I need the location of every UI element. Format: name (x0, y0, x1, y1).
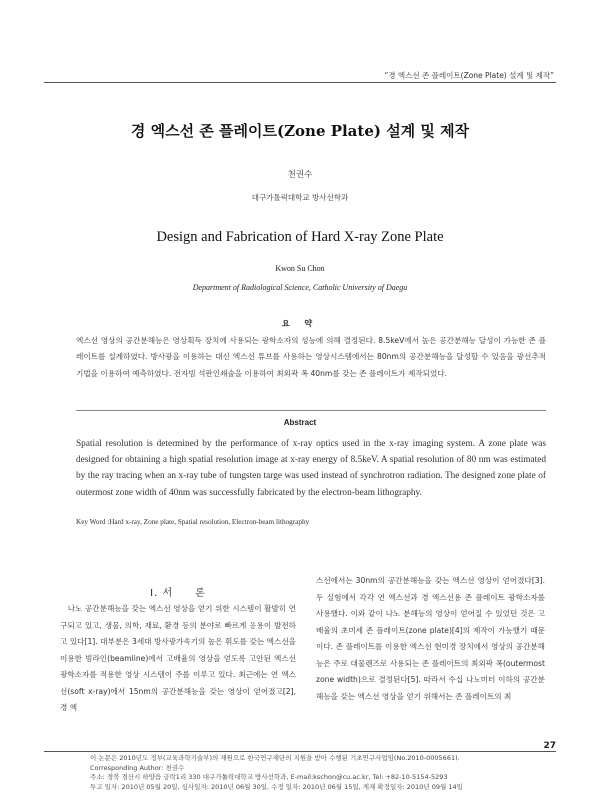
footnotes (90, 754, 560, 792)
header-rule (44, 82, 556, 83)
body-right-column (316, 573, 545, 705)
english-title: Design and Fabrication of Hard X-ray Zone Plate (156, 229, 444, 245)
english-affiliation: Department of Radiological Science, Catholic University of Daegu (192, 283, 408, 292)
footer-rule (44, 751, 556, 752)
korean-title: 경 엑스선 존 플레이트(Zone Plate) 설계 및 제작 (130, 122, 470, 140)
page-number: 27 (543, 741, 556, 751)
section-heading: I. 서 론 (150, 588, 206, 599)
corresponding-author: Corresponding Author: 천권수 (90, 763, 185, 772)
korean-abstract-heading: 요 약 (281, 319, 319, 328)
body-paragraph: 나노 공간분해능을 갖는 엑스선 영상을 얻기 위한 시스템이 활발히 연구되고 있고, 생물, 의학, 재료, 환경 등의 분야로 빠르게 응용이 발전하고 있다[1]. 대부분은 3세대 방사광가속기의 높은 휘도를 갖는 엑스선을 이용한 빔라인(beamline)에서 고배율의 영상을 얻도록 고안된 엑스선 광학소자를 적용한 영상 시스템이 주를 이루고 있다. 최근에는 연 엑스선(soft x-ray)에서 15nm의 공간분해능을 갖는 영상이 얻어졌고[2], 경 엑 (60, 604, 296, 712)
author-address: 주소: 경북 경산시 하양읍 금락1리 330 대구가톨릭대학교 방사선학과, E-mail:kschon@cu.ac.kr, Tel: +82-10-5154-5293 (90, 773, 448, 781)
english-abstract-text: Spatial resolution is determined by the performance of x-ray optics used in the x-ray imaging system. A zone plate was designed for obtaining a high spatial resolution image at x-ray energy of 8.5keV. A spatial resolution of 80 nm was estimated by the ray tracing when an x-ray tube of tungsten targe was used instead of synchrotron radiation. The designed zone plate of outermost zone width of 40nm was successfully fabricated by the electron-beam lithography. (76, 439, 546, 498)
submission-dates: 투고 일자: 2010년 05월 20일, 심사일자: 2010년 06월 30일, 수정 일자: 2010년 06월 15일, 게재 확정일자: 2010년 09월 14일 (90, 782, 463, 791)
funding-note: 이 논문은 2010년도 정부(교육과학기술부)의 재원으로 한국연구재단의 지원을 받아 수행된 기초연구사업임(No.2010-0005661). (90, 754, 460, 762)
korean-abstract-text: 엑스선 영상의 공간분해능은 영상획득 장치에 사용되는 광학소자의 성능에 의해 결정된다. 8.5keV에서 높은 공간분해능 달성이 가능한 존 플레이트를 설계하였다. 방사광을 이용하는 대신 엑스선 튜브를 사용하는 영상시스템에서는 80nm의 공간분해능을 달성할 수 있음을 광선추적 기법을 이용하여 예측하였다. 전자빔 석판인쇄술을 이용하여 최외곽 폭 40nm를 갖는 존 플레이트가 제작되었다. (76, 336, 546, 378)
english-author: Kwon Su Chon (275, 264, 325, 273)
keywords: Key Word :Hard x-ray, Zone plate, Spatial resolution, Electron-beam lithography (76, 518, 310, 526)
korean-author: 천권수 (287, 170, 313, 180)
abstract-divider (76, 410, 546, 411)
running-header: “경 엑스선 존 플레이트(Zone Plate) 설계 및 제작” (384, 71, 554, 80)
korean-affiliation: 대구가톨릭대학교 방사선학과 (251, 193, 349, 202)
body-left-column (60, 601, 296, 717)
english-abstract-heading: Abstract (283, 418, 317, 427)
body-paragraph: 스선에서는 30nm의 공간분해능을 갖는 엑스선 영상이 얻어졌다[3]. 두 실험에서 각각 연 엑스선과 경 엑스선용 존 플레이트 광학소자를 사용했다. 이와 같이 나노 분해능의 영상이 얻어질 수 있었던 것은 고 배율의 초미세 존 플레이트(zone plate)[4]의 제작이 가능했기 때문이다. 존 플레이트를 이용한 엑스선 현미경 장치에서 영상의 공간분해능은 주로 대물렌즈로 사용되는 존 플레이트의 최외곽 폭(outermost zone width)으로 결정된다[5]. 따라서 수십 나노미터 이하의 공간분해능을 갖는 엑스선 영상을 얻기 위해서는 존 플레이트의 최 (316, 576, 545, 701)
